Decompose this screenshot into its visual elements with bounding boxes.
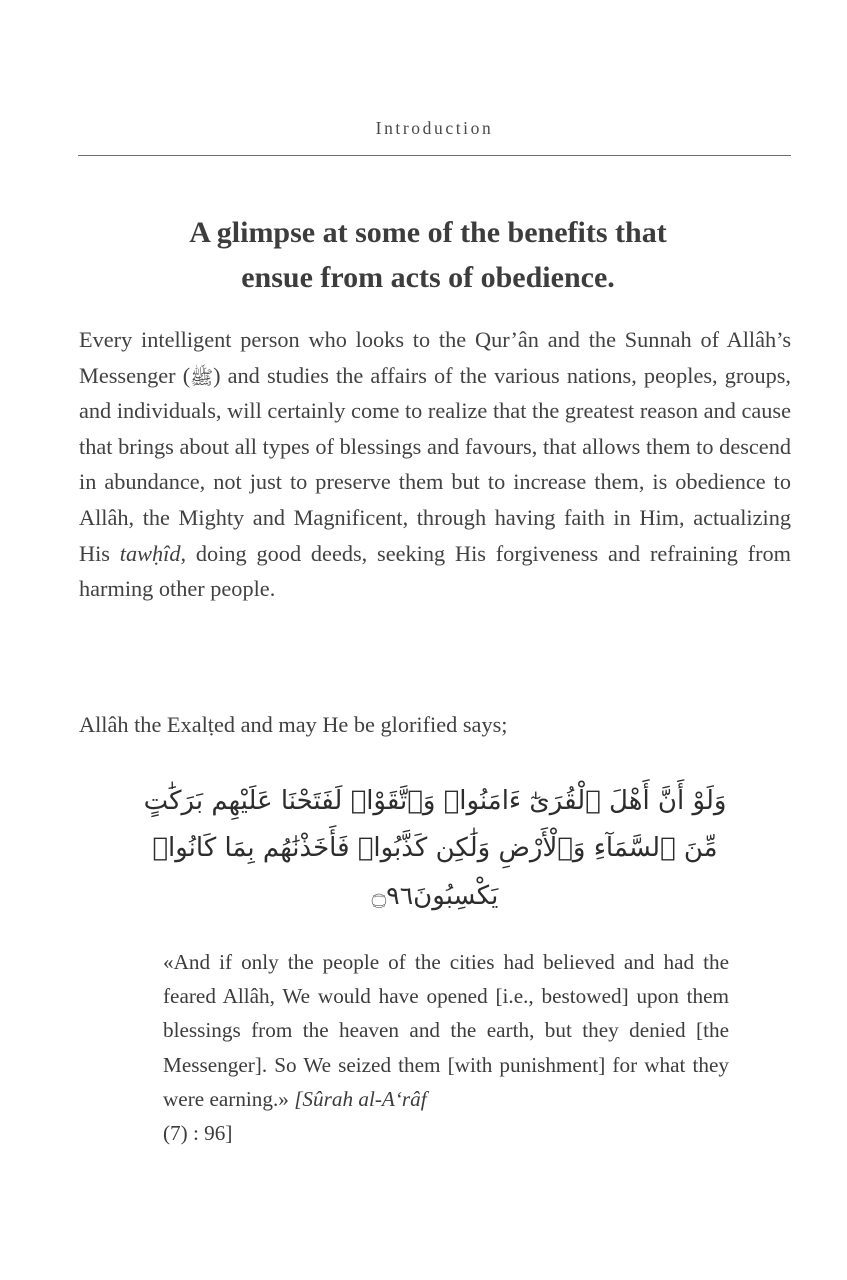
header-divider-rule xyxy=(78,155,791,156)
body-paragraph-1-part-2: ) and studies the affairs of the various nations, peoples, groups, and individuals, will certainly come to realize that the greatest reason and cause that brings about all types of blessings and favours, that allows them to descend in abundance, not just to preserve them but to increase them, is obedience to Allâh, the Mighty and Magnificent, through having faith in Him, actualizing His xyxy=(79,362,791,566)
tawhid-italic-term: tawḥîd xyxy=(119,540,181,566)
quran-verse-arabic xyxy=(79,778,791,920)
page-title-line-1: A glimpse at some of the benefits that xyxy=(189,216,667,250)
quran-citation-surah: [Sûrah al-A‘râf xyxy=(294,1086,427,1111)
running-header: Introduction xyxy=(375,118,494,138)
quran-translation-body: «And if only the people of the cities had believed and had the feared Allâh, We would have opened [i.e., bestowed] upon them blessings from the heaven and the earth, but they denied [the Messenger]. So We seized them [with punishment] for what they were earning.» xyxy=(163,950,729,1111)
page-title xyxy=(98,210,758,300)
salawat-glyph-icon: ﷺ xyxy=(190,366,214,389)
body-paragraph-1-part-3: , doing good deeds, seeking His forgiveness and refraining from harming other people. xyxy=(79,540,791,602)
body-paragraph-1-part-1: Every intelligent person who looks to the Qur’ân and the Sunnah of Allâh’s Messenger ( xyxy=(79,327,791,388)
quran-arabic-line-3-text: يَكْسِبُونَ xyxy=(413,881,499,911)
body-paragraph-1 xyxy=(79,322,791,607)
quran-intro-line: Allâh the Exalṭed and may He be glorified says; xyxy=(79,712,508,737)
quran-arabic-line-3 xyxy=(79,872,791,920)
body-text-column xyxy=(79,322,791,607)
quran-citation-reference: (7) : 96] xyxy=(163,1121,233,1146)
quran-arabic-line-1: وَلَوْ أَنَّ أَهْلَ ٱلْقُرَىٰٓ ءَامَنُواۡ وَٱتَّقَوْاۡ لَفَتَحْنَا عَلَيْهِم بَرَكَٰتٍ xyxy=(143,786,727,816)
quran-translation-text xyxy=(163,945,729,1116)
page-title-line-2: ensue from acts of obedience. xyxy=(241,261,615,295)
ayah-number-marker-icon: ۝٩٦ xyxy=(371,881,414,910)
quran-arabic-line-2: مِّنَ ٱلسَّمَآءِ وَٱلْأَرْضِ وَلَٰكِن كَذَّبُواۡ فَأَخَذْنَٰهُم بِمَا كَانُواۡ xyxy=(152,833,718,863)
quran-translation-block xyxy=(163,945,729,1150)
